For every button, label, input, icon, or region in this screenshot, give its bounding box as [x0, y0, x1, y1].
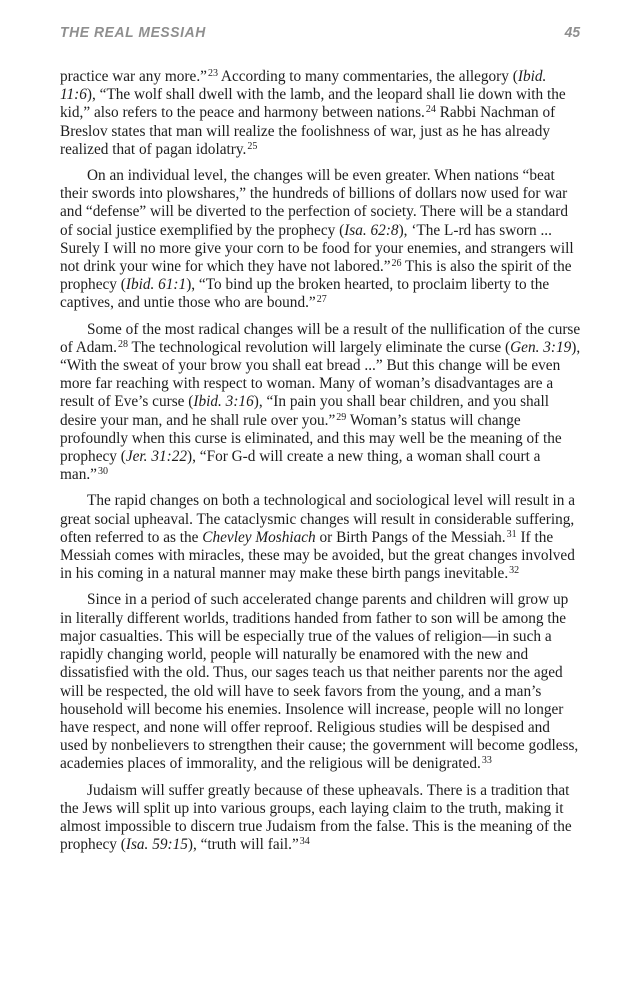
paragraph [60, 68, 581, 159]
footnote-ref: 26 [391, 258, 402, 270]
footnote-ref: 27 [316, 294, 327, 306]
footnote-ref: 28 [117, 338, 128, 350]
text-run: The rapid changes on both a technological and sociological level will result in a great social upheaval. The cataclysmic changes will result in considerable suffering, often referred to as the [60, 492, 576, 546]
body-text [60, 68, 581, 854]
text-run: ), “With the sweat of your brow you shall eat bread ...” But this change will be even more far reaching with respect to woman. Many of woman’s disadvantages are a result of Eve’s curse ( [60, 338, 581, 411]
text-run: ), “truth will fail.” [187, 836, 299, 854]
text-run: Since in a period of such accelerated change parents and children will grow up in literally different worlds, traditions handed from father to son will be among the major casualties. This will be especially true of the values of religion—in such a rapidly changing world, people will naturally be enamored with the new and dissatisfied with the old. Thus, our sages teach us that neither parents nor the aged will be respected, the old will have to seek favors from the young, and a man’s household will become his enemies. Insolence will increase, people will no longer have respect, and none will offer reproof. Religious studies will be despised and used by nonbelievers to strengthen their cause; the government will become godless, academies places of immorality, and the religious will be denigrated. [60, 591, 579, 773]
text-run: ), “For G-d will create a new thing, a woman shall court a man.” [60, 448, 541, 484]
text-run: On an individual level, the changes will be even greater. When nations “beat their swords into plowshares,” the hundreds of billions of dollars now used for war and “defense” will be diverted to the perfection of society. There will be a standard of social justice exemplified by the prophecy ( [60, 167, 568, 239]
citation: Ibid. 3:16 [193, 393, 254, 411]
footnote-ref: 25 [247, 140, 258, 152]
footnote-ref: 23 [207, 68, 218, 79]
citation: Jer. 31:22 [125, 448, 188, 466]
citation: Isa. 62:8 [344, 221, 399, 239]
footnote-ref: 31 [506, 528, 517, 540]
citation: Ibid. 61:1 [125, 276, 187, 294]
footnote-ref: 29 [336, 411, 347, 423]
text-run: According to many commentaries, the allegory ( [217, 68, 518, 85]
citation: Chevley Moshiach [202, 528, 316, 546]
running-header-title: THE REAL MESSIAH [60, 25, 206, 41]
paragraph [60, 591, 581, 773]
page-number: 45 [564, 25, 580, 41]
citation: Gen. 3:19 [510, 338, 572, 356]
paragraph [60, 782, 581, 855]
footnote-ref: 32 [509, 565, 520, 577]
citation: Isa. 59:15 [125, 836, 188, 854]
text-run: This is also the spirit of the prophecy ( [60, 258, 572, 294]
paragraph [60, 321, 581, 485]
paragraph [60, 492, 581, 583]
text-run: Woman’s status will change profoundly when this curse is eliminated, and this may well be the meaning of the prophecy ( [60, 411, 562, 466]
text-run: If the Messiah comes with miracles, these may be avoided, but the great changes involved in his coming in a natural manner may make these birth pangs inevitable. [60, 528, 575, 583]
footnote-ref: 34 [299, 836, 310, 848]
text-run: The technological revolution will largely eliminate the curse ( [127, 338, 511, 356]
text-run: Rabbi Nachman of Breslov states that man will realize the foolishness of war, just as he has already realized that of pagan idolatry. [60, 104, 556, 158]
text-run: ), ‘The L-rd has sworn ... Surely I will no more give your corn to be food for your enemies, and strangers will not drink your wine for which they have not labored.” [60, 221, 574, 276]
footnote-ref: 33 [481, 755, 492, 767]
footnote-ref: 24 [425, 104, 436, 116]
text-run: ), “In pain you shall bear children, and you shall desire your man, and he shall rule over you.” [60, 393, 549, 429]
footnote-ref: 30 [97, 466, 108, 478]
text-run: practice war any more.” [60, 68, 207, 85]
paragraph [60, 167, 581, 313]
citation: Ibid. 11:6 [60, 68, 547, 104]
running-header [60, 25, 580, 41]
text-run: ), “The wolf shall dwell with the lamb, and the leopard shall lie down with the kid,” also refers to the peace and harmony between nations. [60, 86, 566, 122]
text-run: Some of the most radical changes will be a result of the nullification of the curse of Adam. [60, 320, 581, 356]
text-run: or Birth Pangs of the Messiah. [315, 528, 506, 546]
text-run: ), “To bind up the broken hearted, to proclaim liberty to the captives, and untie those who are bound.” [60, 276, 550, 312]
text-run: Judaism will suffer greatly because of these upheavals. There is a tradition that the Jews will split up into various groups, each laying claim to the truth, making it almost impossible to discern true Judaism from the false. This is the meaning of the prophecy ( [60, 781, 572, 854]
